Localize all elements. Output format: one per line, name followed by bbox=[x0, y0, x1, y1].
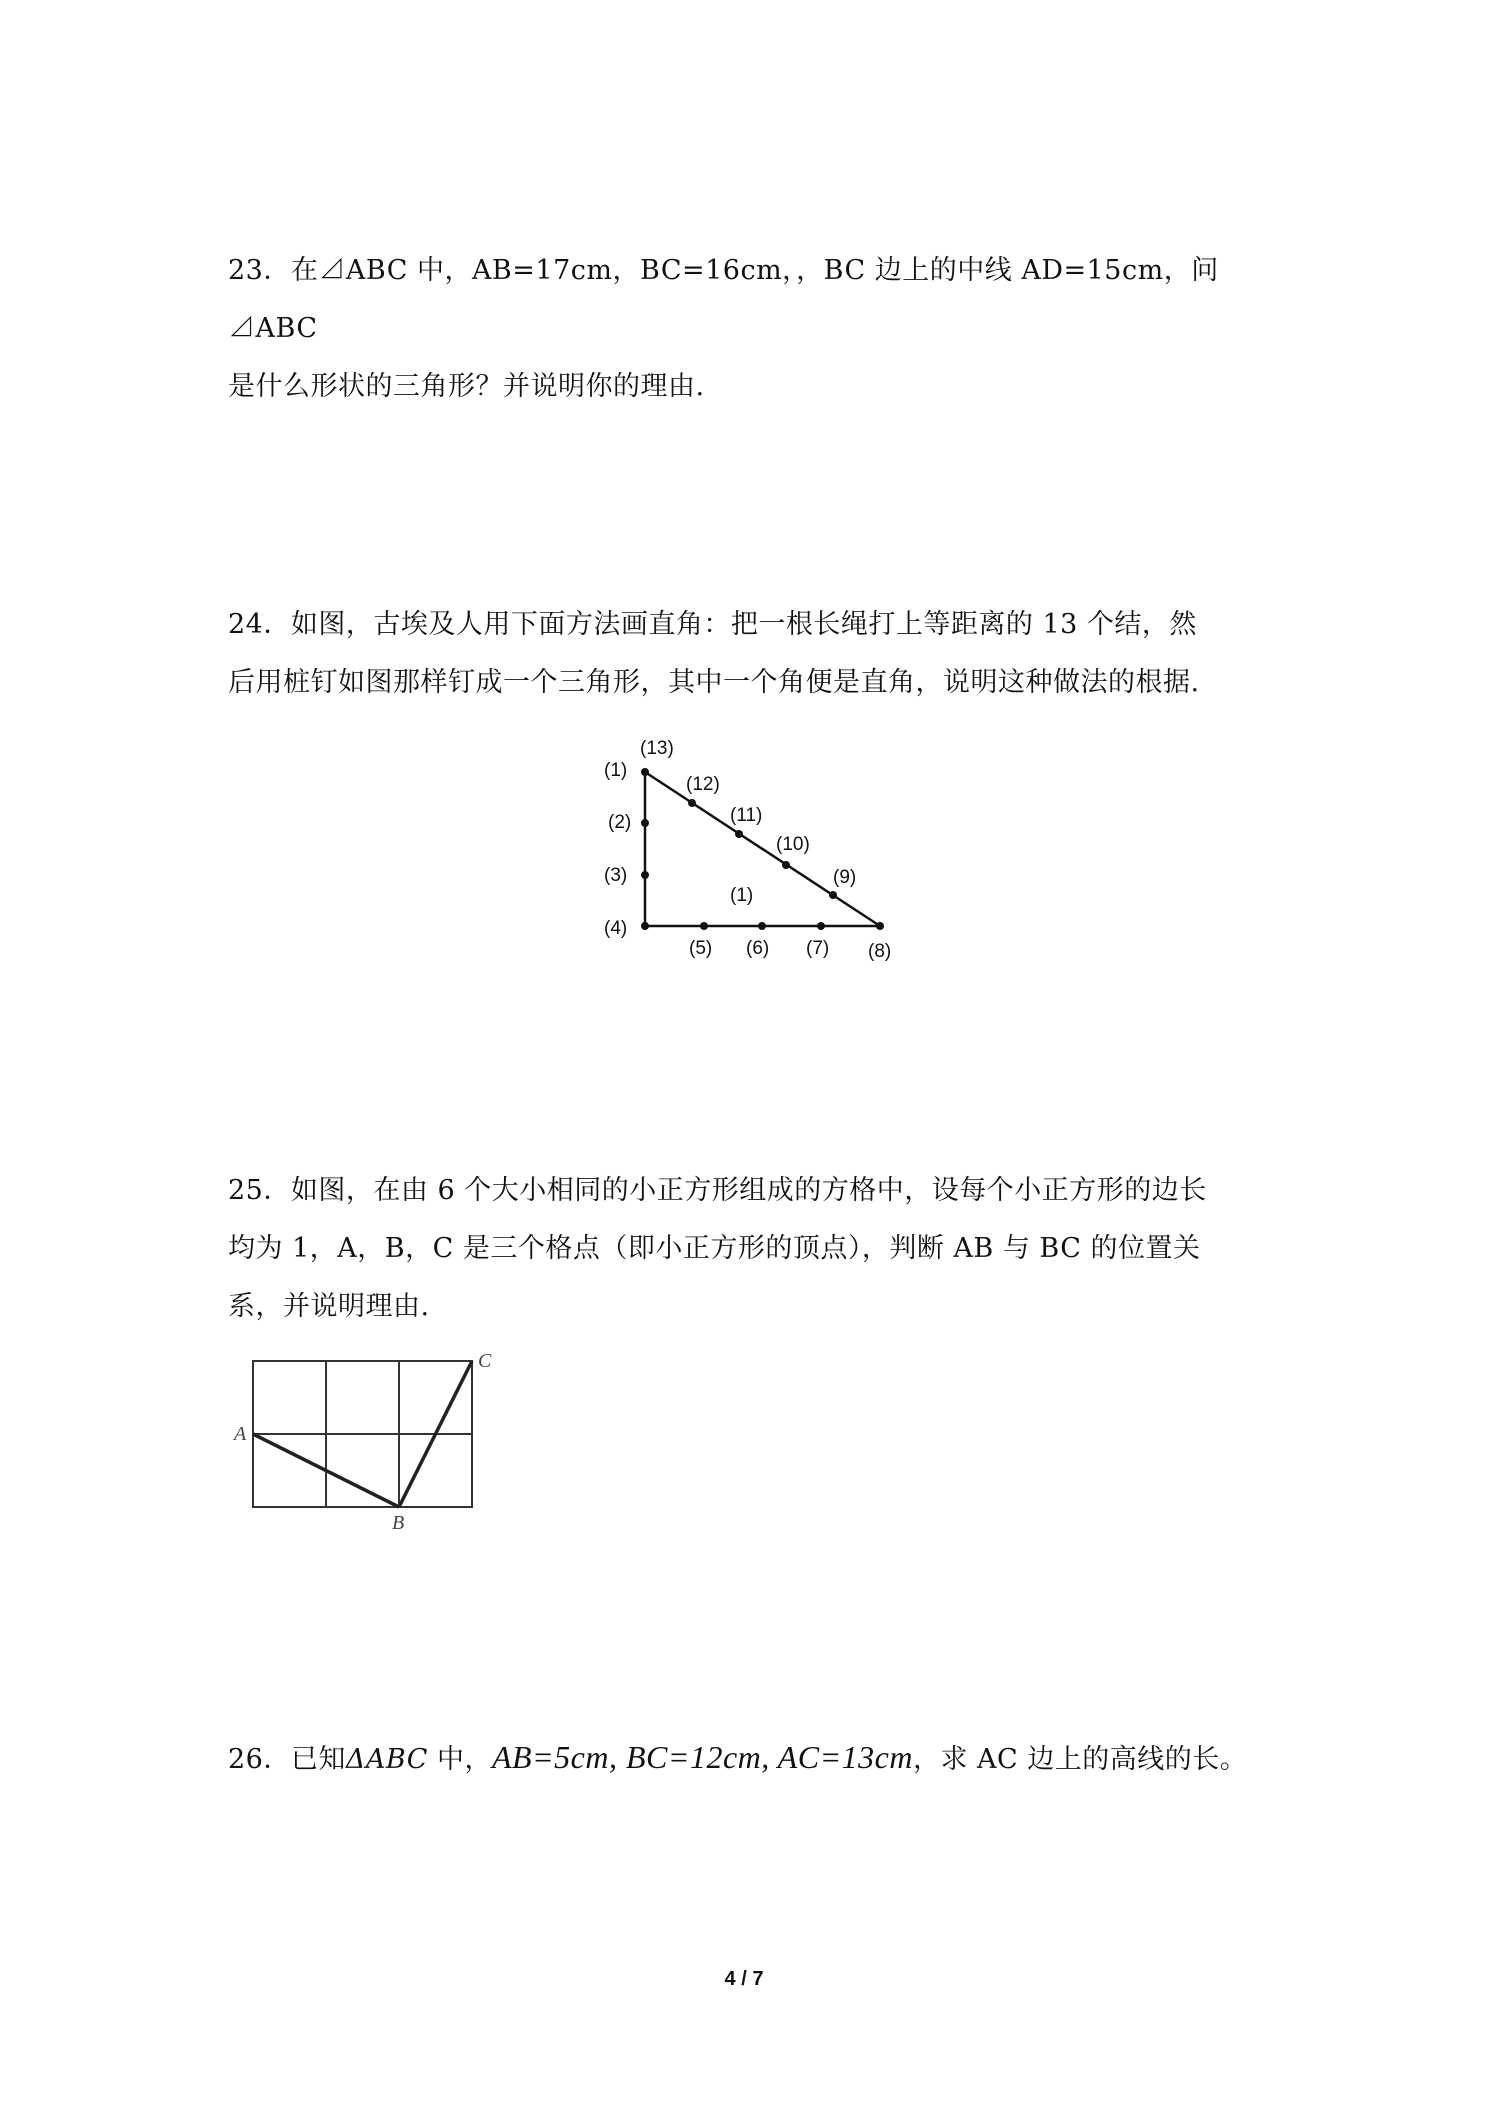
question-24-line-1: 24．如图，古埃及人用下面方法画直角：把一根长绳打上等距离的 13 个结，然 bbox=[228, 609, 1197, 640]
knot-11 bbox=[735, 830, 743, 838]
label-4: (4) bbox=[604, 918, 628, 939]
question-25-line-1: 25．如图，在由 6 个大小相同的小正方形组成的方格中，设每个小正方形的边长 bbox=[228, 1175, 1207, 1206]
label-12: (12) bbox=[686, 774, 720, 795]
label-9: (9) bbox=[833, 867, 857, 888]
knot-7 bbox=[817, 922, 825, 930]
label-3: (3) bbox=[604, 865, 628, 886]
label-10: (10) bbox=[776, 834, 810, 855]
knot-9 bbox=[829, 891, 837, 899]
question-25-line-3: 系，并说明理由. bbox=[228, 1291, 430, 1322]
label-6: (6) bbox=[746, 938, 770, 959]
hypotenuse-edge bbox=[645, 772, 880, 926]
label-2: (2) bbox=[608, 812, 632, 833]
label-13: (13) bbox=[640, 738, 674, 759]
question-23 bbox=[228, 242, 1278, 416]
label-7: (7) bbox=[806, 938, 830, 959]
question-25-line-2: 均为 1，A，B，C 是三个格点（即小正方形的顶点），判断 AB 与 BC 的位置关 bbox=[228, 1233, 1201, 1264]
knot-4 bbox=[641, 922, 649, 930]
grid-lines bbox=[253, 1361, 472, 1507]
page-number: 4 / 7 bbox=[724, 1968, 764, 1990]
question-23-line-1: 23．在⊿ABC 中，AB=17cm，BC=16cm，，BC 边上的中线 AD=15cm，问⊿ABC bbox=[228, 255, 1219, 344]
question-26-line bbox=[228, 1728, 1328, 1789]
knot-5 bbox=[700, 922, 708, 930]
grid-figure bbox=[228, 1345, 508, 1535]
question-24 bbox=[228, 596, 1278, 712]
label-center-1: (1) bbox=[730, 885, 754, 906]
question-24-line-2: 后用桩钉如图那样钉成一个三角形，其中一个角便是直角，说明这种做法的根据. bbox=[228, 667, 1200, 698]
knot-10 bbox=[782, 861, 790, 869]
point-b-label: B bbox=[392, 1512, 405, 1534]
knot-3 bbox=[641, 871, 649, 879]
question-26-math: AB=5cm, BC=12cm, AC=13cm bbox=[491, 1739, 913, 1775]
label-11: (11) bbox=[730, 805, 763, 826]
question-26-mid: 中， bbox=[427, 1744, 492, 1775]
knot-6 bbox=[758, 922, 766, 930]
triangle-symbol: ΔABC bbox=[345, 1744, 428, 1775]
rope-triangle-figure bbox=[590, 730, 910, 970]
question-25 bbox=[228, 1162, 1278, 1336]
point-c-label: C bbox=[478, 1350, 492, 1372]
knot-2 bbox=[641, 819, 649, 827]
label-8: (8) bbox=[868, 941, 892, 962]
label-5: (5) bbox=[689, 938, 713, 959]
question-26 bbox=[228, 1728, 1328, 1789]
question-26-prefix: 26．已知 bbox=[228, 1744, 346, 1775]
question-26-suffix: ，求 AC 边上的高线的长。 bbox=[912, 1744, 1248, 1775]
question-23-line-2: 是什么形状的三角形？并说明你的理由. bbox=[228, 371, 705, 402]
point-a-label: A bbox=[234, 1423, 247, 1445]
knot-1 bbox=[641, 768, 649, 776]
label-1: (1) bbox=[604, 760, 628, 781]
knot-8 bbox=[876, 922, 884, 930]
triangle-edges bbox=[645, 772, 880, 926]
knot-12 bbox=[688, 799, 696, 807]
